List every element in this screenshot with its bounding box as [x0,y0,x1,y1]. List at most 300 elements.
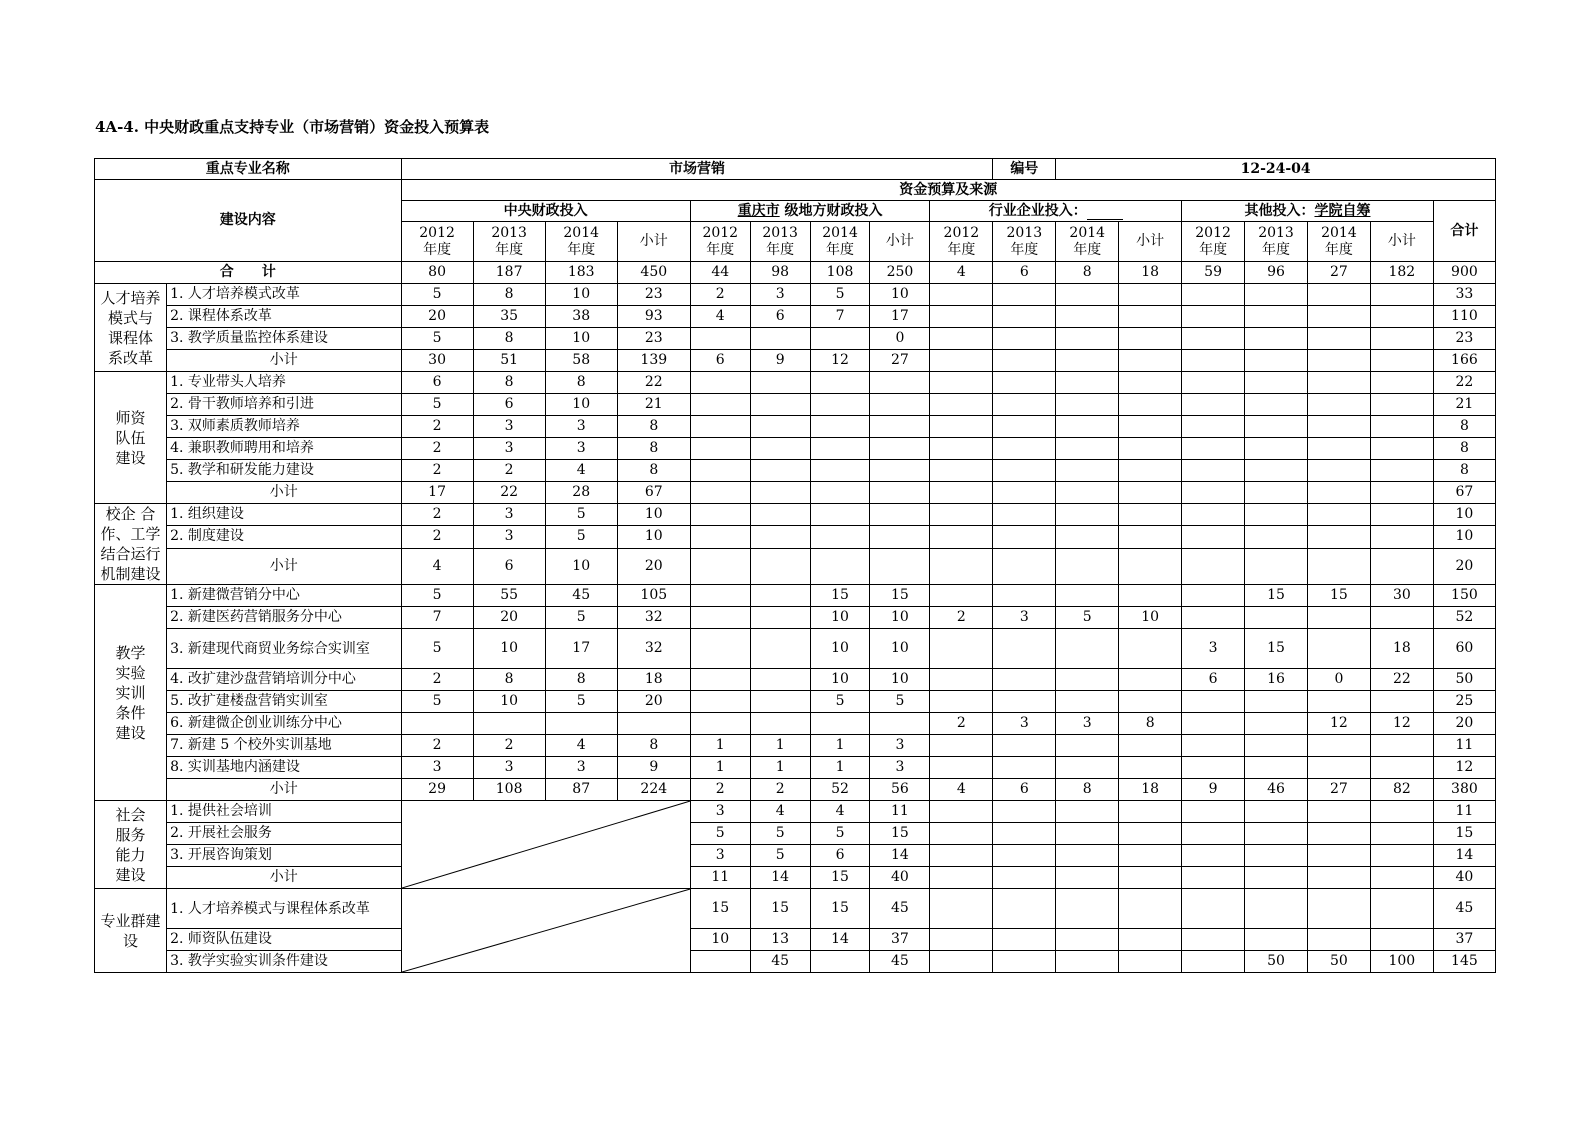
table-cell [1182,889,1245,929]
table-cell [1119,735,1182,757]
table-cell [1056,845,1119,867]
table-cell [930,504,993,526]
table-cell: 8 [545,372,617,394]
table-cell [1370,438,1433,460]
table-cell [690,526,750,548]
table-cell [993,845,1056,867]
table-cell: 22 [617,372,690,394]
table-cell [750,585,810,607]
table-cell [1370,416,1433,438]
table-cell [750,504,810,526]
table-cell [930,372,993,394]
table-cell: 150 [1433,585,1495,607]
table-cell [1307,823,1370,845]
table-cell: 11 [1433,801,1495,823]
table-cell [690,482,750,504]
year-header-cell: 小计 [1119,222,1182,262]
table-cell [930,691,993,713]
table-cell [1056,548,1119,584]
local-city: 重庆市 [737,202,780,219]
table-cell: 10 [473,629,545,669]
table-row [95,691,1496,713]
table-cell [1370,306,1433,328]
table-cell [1182,713,1245,735]
table-cell: 37 [1433,929,1495,951]
table-cell: 15 [1433,823,1495,845]
table-cell: 10 [473,691,545,713]
table-cell [1370,823,1433,845]
table-cell [1182,328,1245,350]
table-cell: 1 [690,735,750,757]
table-cell: 2 [401,504,473,526]
item-label: 2. 制度建设 [167,526,401,548]
table-cell [1245,548,1308,584]
table-cell: 17 [401,482,473,504]
table-cell: 2 [401,669,473,691]
table-cell [1307,526,1370,548]
central-funding-label: 中央财政投入 [401,201,690,222]
industry-funding-text: 行业企业投入： [988,202,1087,219]
table-cell: 5 [810,284,870,306]
table-cell: 2 [750,779,810,801]
table-cell [1056,284,1119,306]
table-cell [1245,757,1308,779]
year-header-cell: 小计 [1370,222,1433,262]
table-cell: 45 [870,889,930,929]
table-cell [1307,460,1370,482]
table-cell: 2 [473,735,545,757]
table-cell: 1 [750,757,810,779]
table-cell [993,691,1056,713]
item-label: 4. 兼职教师聘用和培养 [167,438,401,460]
table-cell [690,372,750,394]
table-cell [930,867,993,889]
table-cell: 10 [545,284,617,306]
table-cell [1182,306,1245,328]
table-cell: 14 [750,867,810,889]
table-row [95,779,1496,801]
table-cell: 1 [810,735,870,757]
table-cell [1119,284,1182,306]
table-cell: 10 [870,284,930,306]
table-cell: 3 [545,757,617,779]
table-cell [1245,460,1308,482]
table-cell: 3 [473,416,545,438]
table-cell: 18 [1370,629,1433,669]
item-label: 1. 组织建设 [167,504,401,526]
table-cell [1056,460,1119,482]
table-cell [1056,951,1119,973]
table-cell [1056,801,1119,823]
table-cell: 7 [401,607,473,629]
item-label: 2. 课程体系改革 [167,306,401,328]
table-row [95,262,1496,284]
table-cell [750,482,810,504]
item-label: 2. 师资队伍建设 [167,929,401,951]
table-cell [1245,328,1308,350]
diagonal-blank-cell [401,889,690,973]
table-cell: 5 [545,607,617,629]
table-cell: 145 [1433,951,1495,973]
table-cell: 2 [401,416,473,438]
table-cell [1307,416,1370,438]
table-cell [1056,823,1119,845]
table-cell [1056,504,1119,526]
table-cell: 8 [1433,416,1495,438]
table-row [95,482,1496,504]
item-label: 2. 开展社会服务 [167,823,401,845]
table-cell [1245,889,1308,929]
table-cell [690,548,750,584]
table-cell: 3 [690,801,750,823]
item-label: 3. 教学实验实训条件建设 [167,951,401,973]
table-cell: 15 [1307,585,1370,607]
table-cell: 8 [1433,438,1495,460]
table-cell: 32 [617,629,690,669]
item-label: 6. 新建微企创业训练分中心 [167,713,401,735]
table-cell [1182,845,1245,867]
table-row [95,629,1496,669]
table-cell: 5 [401,284,473,306]
table-cell: 166 [1433,350,1495,372]
table-cell: 5 [750,823,810,845]
table-cell: 3 [993,607,1056,629]
table-cell [1370,867,1433,889]
table-cell: 8 [545,669,617,691]
table-cell [750,460,810,482]
table-cell [930,845,993,867]
table-cell: 187 [473,262,545,284]
table-cell: 10 [690,929,750,951]
table-cell [993,823,1056,845]
table-cell [690,691,750,713]
table-cell [870,482,930,504]
group-label: 专业群建 设 [95,889,167,973]
table-cell: 15 [810,585,870,607]
table-cell: 9 [750,350,810,372]
funding-label: 资金预算及来源 [401,180,1495,201]
table-cell: 44 [690,262,750,284]
table-cell [930,735,993,757]
table-cell [1245,735,1308,757]
table-cell: 10 [617,504,690,526]
table-cell [1182,585,1245,607]
table-cell: 20 [617,548,690,584]
table-cell [1056,372,1119,394]
group-label: 校企 合 作、工学 结合运行 机制建设 [95,504,167,585]
table-cell [993,867,1056,889]
table-cell [690,951,750,973]
table-cell [1119,548,1182,584]
table-cell: 45 [750,951,810,973]
table-row [95,801,1496,823]
table-cell [810,482,870,504]
table-cell: 5 [810,691,870,713]
table-cell [1119,669,1182,691]
table-cell [1370,526,1433,548]
table-cell: 8 [473,372,545,394]
table-cell [1119,951,1182,973]
table-cell [1056,867,1119,889]
table-cell [930,757,993,779]
year-header-cell: 2013 年度 [993,222,1056,262]
table-cell [1307,845,1370,867]
table-cell [1245,845,1308,867]
table-cell: 10 [545,548,617,584]
table-row [95,585,1496,607]
table-cell: 5 [545,504,617,526]
table-cell [993,929,1056,951]
table-cell [1119,482,1182,504]
table-cell: 12 [1307,713,1370,735]
table-row [95,284,1496,306]
table-cell: 10 [810,669,870,691]
table-cell [993,669,1056,691]
table-cell: 5 [401,394,473,416]
table-cell: 5 [401,328,473,350]
table-cell [750,372,810,394]
table-cell [930,416,993,438]
table-cell: 2 [930,713,993,735]
table-cell: 50 [1433,669,1495,691]
table-cell [1307,607,1370,629]
table-cell: 108 [810,262,870,284]
item-label: 5. 改扩建楼盘营销实训室 [167,691,401,713]
table-cell: 59 [1182,262,1245,284]
table-cell: 5 [545,526,617,548]
table-cell [870,438,930,460]
table-cell [1307,801,1370,823]
code-label: 编号 [993,159,1056,180]
table-cell: 2 [690,284,750,306]
table-cell [1307,284,1370,306]
major-name-label: 重点专业名称 [95,159,402,180]
local-funding-label [690,201,930,222]
table-cell [1307,394,1370,416]
table-cell: 2 [690,779,750,801]
table-cell [993,801,1056,823]
table-cell [690,713,750,735]
table-cell: 3 [545,438,617,460]
table-cell: 27 [1307,262,1370,284]
table-cell [1182,867,1245,889]
table-cell: 15 [1245,585,1308,607]
table-cell [993,757,1056,779]
table-cell [690,416,750,438]
table-cell [1056,328,1119,350]
table-cell [1370,284,1433,306]
table-cell [1370,607,1433,629]
table-cell [930,526,993,548]
item-label: 1. 人才培养模式与课程体系改革 [167,889,401,929]
table-cell [1307,328,1370,350]
table-cell: 67 [1433,482,1495,504]
table-cell [1307,735,1370,757]
table-cell [1056,526,1119,548]
table-cell [1056,416,1119,438]
table-cell [1119,306,1182,328]
table-cell: 9 [1182,779,1245,801]
table-cell: 15 [870,585,930,607]
table-cell [690,585,750,607]
table-cell: 13 [750,929,810,951]
table-cell [1182,372,1245,394]
table-cell: 52 [1433,607,1495,629]
table-cell: 10 [1433,526,1495,548]
table-cell [810,372,870,394]
table-cell [690,460,750,482]
table-cell: 25 [1433,691,1495,713]
table-cell [1119,526,1182,548]
table-cell: 1 [810,757,870,779]
item-label: 3. 开展咨询策划 [167,845,401,867]
table-cell: 250 [870,262,930,284]
table-cell: 10 [870,629,930,669]
table-cell [1182,394,1245,416]
table-cell [1307,306,1370,328]
industry-blank [1087,205,1123,220]
table-cell: 6 [993,262,1056,284]
table-cell: 5 [401,629,473,669]
table-row [95,394,1496,416]
table-row [95,757,1496,779]
table-cell [690,438,750,460]
year-header-cell: 2013 年度 [1245,222,1308,262]
table-cell: 20 [617,691,690,713]
table-cell: 2 [401,526,473,548]
table-cell [1245,526,1308,548]
table-cell [993,284,1056,306]
table-cell: 4 [930,262,993,284]
table-cell: 50 [1245,951,1308,973]
table-cell [993,328,1056,350]
table-cell: 3 [473,504,545,526]
table-cell [1245,867,1308,889]
table-cell: 22 [1370,669,1433,691]
table-cell [993,394,1056,416]
table-cell [1245,713,1308,735]
item-label: 2. 骨干教师培养和引进 [167,394,401,416]
item-label: 1. 人才培养模式改革 [167,284,401,306]
table-cell: 18 [1119,779,1182,801]
year-header-cell: 2012 年度 [690,222,750,262]
table-cell [930,629,993,669]
table-cell [1056,929,1119,951]
table-cell [690,629,750,669]
table-cell [1307,438,1370,460]
table-cell: 1 [750,735,810,757]
table-cell: 8 [617,735,690,757]
table-cell [810,328,870,350]
table-cell [750,438,810,460]
table-cell [1245,482,1308,504]
table-cell [1056,350,1119,372]
table-cell: 8 [617,460,690,482]
table-cell: 4 [810,801,870,823]
year-header-cell: 2012 年度 [401,222,473,262]
table-cell: 67 [617,482,690,504]
table-cell [1370,845,1433,867]
table-cell [993,350,1056,372]
table-cell [930,951,993,973]
item-label: 3. 双师素质教师培养 [167,416,401,438]
table-cell [1056,889,1119,929]
table-cell [1245,823,1308,845]
table-cell: 8 [1056,262,1119,284]
table-cell [993,438,1056,460]
table-cell [810,394,870,416]
table-cell: 16 [1245,669,1308,691]
major-name-value: 市场营销 [401,159,993,180]
item-label: 2. 新建医药营销服务分中心 [167,607,401,629]
year-header-cell: 2014 年度 [545,222,617,262]
table-row [95,350,1496,372]
table-cell [1119,438,1182,460]
table-cell [810,526,870,548]
table-cell: 4 [690,306,750,328]
table-cell: 17 [870,306,930,328]
table-cell: 3 [1182,629,1245,669]
table-cell: 12 [1433,757,1495,779]
table-cell: 60 [1433,629,1495,669]
table-cell [1245,350,1308,372]
table-cell: 30 [401,350,473,372]
table-cell [993,951,1056,973]
table-cell [1119,416,1182,438]
table-cell: 15 [810,867,870,889]
table-cell [1182,823,1245,845]
table-cell: 2 [401,735,473,757]
table-cell [1370,929,1433,951]
table-cell: 15 [1245,629,1308,669]
table-cell: 3 [993,713,1056,735]
table-cell: 900 [1433,262,1495,284]
table-cell: 23 [617,284,690,306]
subtotal-label: 小计 [167,482,401,504]
table-cell [750,416,810,438]
table-cell [1245,607,1308,629]
table-cell [993,416,1056,438]
table-cell [1182,526,1245,548]
table-cell [1245,929,1308,951]
table-cell: 3 [545,416,617,438]
table-cell: 0 [870,328,930,350]
item-label: 8. 实训基地内涵建设 [167,757,401,779]
table-cell: 87 [545,779,617,801]
table-cell: 10 [870,607,930,629]
table-cell: 4 [750,801,810,823]
table-cell [1182,416,1245,438]
table-cell: 98 [750,262,810,284]
table-cell [750,629,810,669]
table-cell [1370,482,1433,504]
table-cell: 10 [545,394,617,416]
item-label: 5. 教学和研发能力建设 [167,460,401,482]
table-cell [1056,669,1119,691]
table-cell: 6 [750,306,810,328]
table-cell [1119,350,1182,372]
table-cell: 10 [617,526,690,548]
year-header-cell: 2014 年度 [1056,222,1119,262]
table-cell: 45 [870,951,930,973]
table-cell: 5 [401,691,473,713]
year-header-cell: 2012 年度 [930,222,993,262]
table-cell [810,416,870,438]
table-cell: 139 [617,350,690,372]
table-cell [1056,585,1119,607]
table-cell [750,713,810,735]
table-cell: 105 [617,585,690,607]
